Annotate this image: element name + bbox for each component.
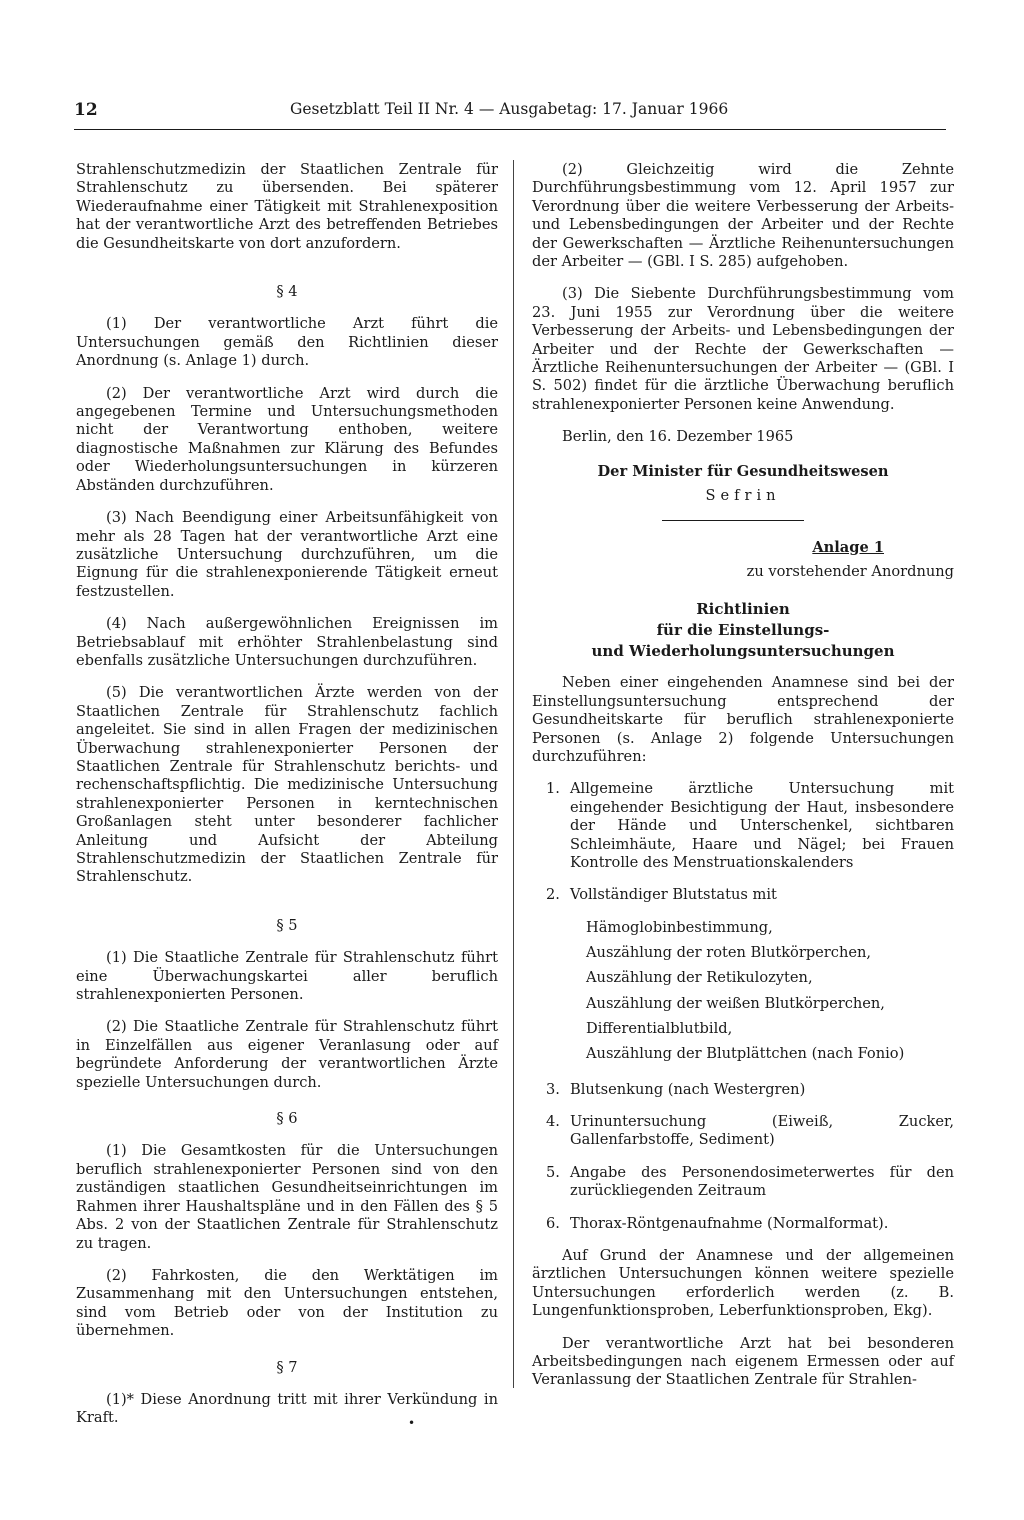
- place-date: Berlin, den 16. Dezember 1965: [562, 428, 794, 446]
- guidelines-title-line-3: und Wiederholungsuntersuchungen: [591, 642, 895, 661]
- paragraph-5-2: (2) Die Staatliche Zentrale für Strahlenschutz führt in Einzelfällen aus eigener Veranlasung oder auf begründete Anforderung der verantwortlichen Ärzte spezielle Untersuchungen durch.: [76, 1018, 498, 1091]
- anlage-title: Anlage 1: [812, 538, 884, 556]
- section-heading-4: § 4: [276, 283, 298, 301]
- list-item: [532, 780, 954, 872]
- blood-status-sublist: [586, 915, 954, 1067]
- list-item-number: 2.: [546, 886, 560, 904]
- list-item: [532, 1164, 954, 1201]
- list-item-text: Thorax-Röntgenaufnahme (Normalformat).: [570, 1214, 889, 1232]
- section-heading-6: § 6: [276, 1110, 298, 1128]
- signatory-title: Der Minister für Gesundheitswesen: [597, 462, 889, 480]
- paragraph-4-3: (3) Nach Beendigung einer Arbeitsunfähigkeit von mehr als 28 Tagen hat der verantwortliche Arzt eine zusätzliche Untersuchung durchzuführen, um die Eignung für die strahlenexponierende Tätigkeit erneut festzustellen.: [76, 509, 498, 600]
- sublist-item: Auszählung der Retikulozyten,: [586, 969, 813, 987]
- paragraph-4-1: (1) Der verantwortliche Arzt führt die Untersuchungen gemäß den Richtlinien dieser Anordnung (s. Anlage 1) durch.: [76, 315, 498, 370]
- list-item-number: 5.: [546, 1163, 560, 1181]
- column-divider: [513, 160, 514, 1388]
- section-heading-7: § 7: [276, 1358, 298, 1376]
- list-item-text: Urinuntersuchung (Eiweiß, Zucker, Gallenfarbstoffe, Sediment): [570, 1112, 954, 1149]
- left-column: [76, 161, 498, 1442]
- sublist-item: Auszählung der Blutplättchen (nach Fonio): [586, 1045, 905, 1063]
- list-item-text: Vollständiger Blutstatus mit: [570, 886, 777, 904]
- list-item-text: Allgemeine ärztliche Untersuchung mit eingehender Besichtigung der Haut, insbesondere der Hände und Unterschenkel, sichtbaren Schleimhäute, Haare und Nägel; bei Frauen Kontrolle des Menstruationskalenders: [570, 780, 954, 871]
- sublist-item: Hämoglobinbestimmung,: [586, 918, 773, 936]
- paragraph-6-1: (1) Die Gesamtkosten für die Untersuchungen beruflich strahlenexponierter Personen sind von den zuständigen staatlichen Gesundheitseinrichtungen im Rahmen ihrer Haushaltspläne und in den Fällen des § 5 Abs. 2 von der Staatlichen Zentrale für Strahlenschutz zu tragen.: [76, 1142, 498, 1252]
- guidelines-title-line-1: Richtlinien: [696, 600, 790, 619]
- list-item-number: 3.: [546, 1080, 560, 1098]
- list-item: [532, 1215, 954, 1233]
- right-column: [532, 161, 954, 1404]
- guidelines-title-line-2: für die Einstellungs-: [656, 621, 830, 640]
- paragraph-5-1: (1) Die Staatliche Zentrale für Strahlenschutz führt eine Überwachungskartei aller beruflich strahlenexponierten Personen.: [76, 949, 498, 1004]
- paragraph-7-3: (3) Die Siebente Durchführungsbestimmung vom 23. Juni 1955 zur Verordnung über die weitere Verbesserung der Arbeits- und Lebensbedingungen der Arbeiter und der Rechte der Gewerkschaften — Ärztliche Reihenuntersuchungen der Arbeiter — (GBl. I S. 502) findet für die ärztliche Überwachung beruflich strahlenexponierter Personen keine Anwendung.: [532, 285, 954, 413]
- anlage-subtitle: zu vorstehender Anordnung: [746, 562, 954, 580]
- guidelines-intro: Neben einer eingehenden Anamnese sind bei der Einstellungsuntersuchung entsprechend der Gesundheitskarte für beruflich strahlenexponierte Personen (s. Anlage 2) folgende Untersuchungen durchzuführen:: [532, 674, 954, 765]
- list-item-number: 6.: [546, 1214, 560, 1232]
- sublist-item: Auszählung der roten Blutkörperchen,: [586, 944, 872, 962]
- list-item-text: Angabe des Personendosimeterwertes für den zurückliegenden Zeitraum: [570, 1163, 954, 1200]
- list-item: [532, 1113, 954, 1150]
- list-item-number: 4.: [546, 1112, 560, 1130]
- section-heading-5: § 5: [276, 916, 298, 934]
- list-item: [532, 886, 954, 904]
- signatory-name: Sefrin: [705, 487, 781, 505]
- paragraph-4-5: (5) Die verantwortlichen Ärzte werden von der Staatlichen Zentrale für Strahlenschutz fachlich angeleitet. Sie sind in allen Fragen der medizinischen Überwachung strahlenexponierter Personen der Staatlichen Zentrale für Strahlenschutz berichts- und rechenschaftspflichtig. Die medizinische Untersuchung strahlenexponierter Personen in kerntechnischen Großanlagen steht unter besonderer fachlicher Anleitung und Aufsicht der Abteilung Strahlenschutzmedizin der Staatlichen Zentrale für Strahlenschutz.: [76, 684, 498, 886]
- list-item-number: 1.: [546, 780, 560, 798]
- paragraph-anamnese: Auf Grund der Anamnese und der allgemeinen ärztlichen Untersuchungen können weitere spezielle Untersuchungen erforderlich werden (z. B. Lungenfunktionsproben, Leberfunktionsproben, Ekg).: [532, 1247, 954, 1320]
- header-rule: [74, 129, 946, 130]
- paragraph-continues: Der verantwortliche Arzt hat bei besonderen Arbeitsbedingungen nach eigenem Ermessen oder auf Veranlassung der Staatlichen Zentrale für Strahlen-: [532, 1334, 954, 1389]
- paragraph-7-2: (2) Gleichzeitig wird die Zehnte Durchführungsbestimmung vom 12. April 1957 zur Verordnung über die weitere Verbesserung der Arbeits- und Lebensbedingungen der Arbeiter und der Rechte der Gewerkschaften — Ärztliche Reihenuntersuchungen der Arbeiter — (GBl. I S. 285) aufgehoben.: [532, 161, 954, 271]
- page-number: 12: [74, 100, 98, 120]
- signature-rule: [662, 520, 804, 521]
- paragraph-4-2: (2) Der verantwortliche Arzt wird durch die angegebenen Termine und Untersuchungsmethoden nicht der Verantwortung enthoben, weitere diagnostische Maßnahmen zur Klärung des Befundes oder Wiederholungsuntersuchungen in kürzeren Abständen durchzuführen.: [76, 384, 498, 494]
- sublist-item: Differentialblutbild,: [586, 1019, 733, 1037]
- paragraph-7-1: (1)* Diese Anordnung tritt mit ihrer Verkündung in Kraft.: [76, 1390, 498, 1427]
- footer-mark: •: [408, 1416, 416, 1430]
- paragraph-6-2: (2) Fahrkosten, die den Werktätigen im Zusammenhang mit den Untersuchungen entstehen, sind vom Betrieb oder von der Institution zu übernehmen.: [76, 1266, 498, 1340]
- paragraph-4-4: (4) Nach außergewöhnlichen Ereignissen im Betriebsablauf mit erhöhter Strahlenbelastung sind ebenfalls zusätzliche Untersuchungen durchzuführen.: [76, 615, 498, 669]
- list-item-text: Blutsenkung (nach Westergren): [570, 1080, 806, 1098]
- sublist-item: Auszählung der weißen Blutkörperchen,: [586, 994, 885, 1012]
- guidelines-title: [532, 599, 954, 662]
- list-item: [532, 1081, 954, 1099]
- page-header-title: Gesetzblatt Teil II Nr. 4 — Ausgabetag: 17. Januar 1966: [290, 100, 729, 118]
- paragraph-continued: Strahlenschutzmedizin der Staatlichen Zentrale für Strahlenschutz zu übersenden. Bei späterer Wiederaufnahme einer Tätigkeit mit Strahlenexposition hat der verantwortliche Arzt des betreffenden Betriebes die Gesundheitskarte von dort anzufordern.: [76, 161, 498, 252]
